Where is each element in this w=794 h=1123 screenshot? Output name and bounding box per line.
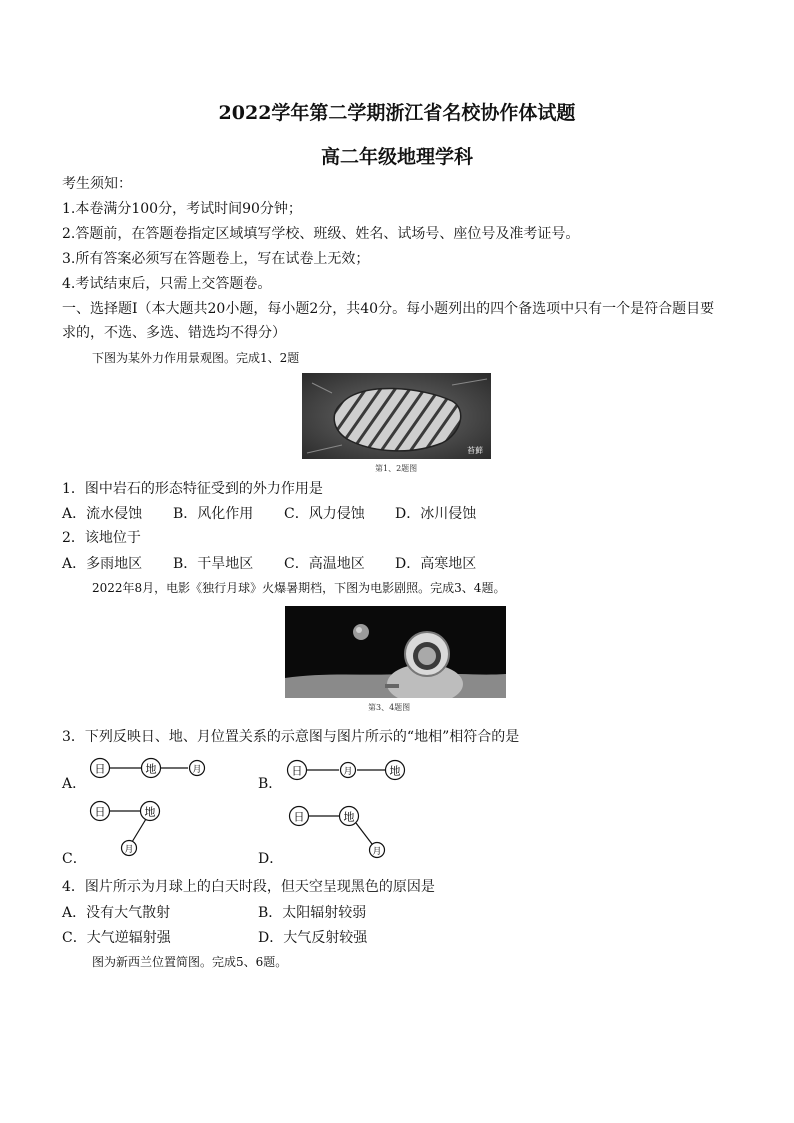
sun-label: 日 [94, 805, 106, 819]
sun-label: 日 [291, 764, 303, 778]
fig2-caption: 第3、4题图 [368, 703, 411, 712]
q1-option-d[interactable]: D．冰川侵蚀 [395, 506, 477, 522]
q3-option-a-label[interactable]: A． [62, 776, 87, 792]
q3-option-d-label[interactable]: D． [258, 851, 284, 867]
intro-q5-6: 图为新西兰位置简图。完成5、6题。 [92, 955, 288, 969]
q4-option-a[interactable]: A．没有大气散射 [62, 905, 171, 921]
q3-diagram-b[interactable] [286, 757, 411, 785]
notice-item: 4.考试结束后，只需上交答题卷。 [62, 276, 272, 292]
notice-item: 3.所有答案必须写在答题卷上，写在试卷上无效； [62, 251, 370, 267]
notice-item: 2.答题前，在答题卷指定区域填写学校、班级、姓名、试场号、座位号及准考证号。 [62, 226, 580, 242]
q2-option-a[interactable]: A．多雨地区 [62, 556, 143, 572]
exam-title: 2022学年第二学期浙江省名校协作体试题 [218, 102, 576, 124]
q2-option-c[interactable]: C．高温地区 [284, 556, 365, 572]
movie-still-photo [285, 606, 506, 698]
section-instructions-cont: 求的，不选、多选、错选均不得分） [62, 325, 286, 341]
moon-label: 月 [372, 847, 382, 857]
q4-option-c[interactable]: C．大气逆辐射强 [62, 930, 171, 946]
earth-label: 地 [145, 762, 157, 776]
q4-option-b[interactable]: B．太阳辐射较弱 [258, 905, 367, 921]
q3-diagram-d[interactable] [286, 802, 396, 864]
q1-option-a[interactable]: A．流水侵蚀 [62, 506, 143, 522]
q4-stem: 4．图片所示为月球上的白天时段，但天空呈现黑色的原因是 [62, 879, 435, 895]
q4-options-row1 [62, 902, 366, 922]
intro-q1-2: 下图为某外力作用景观图。完成1、2题 [92, 351, 300, 365]
q3-stem: 3．下列反映日、地、月位置关系的示意图与图片所示的“地相”相符合的是 [62, 729, 520, 745]
intro-q3-4: 2022年8月，电影《独行月球》火爆暑期档，下图为电影剧照。完成3、4题。 [92, 581, 506, 595]
earth-label: 地 [144, 805, 156, 819]
q2-options [62, 553, 476, 573]
photo-watermark: 苔藓 [467, 446, 483, 455]
fig1-caption: 第1、2题图 [375, 464, 418, 473]
sun-label: 日 [94, 762, 106, 776]
section-instructions: 一、选择题Ⅰ（本大题共20小题，每小题2分，共40分。每小题列出的四个备选项中只有一个是符合题目要 [62, 301, 715, 317]
earth-label: 地 [389, 764, 401, 778]
q4-option-d[interactable]: D．大气反射较强 [258, 930, 368, 946]
q1-stem: 1．图中岩石的形态特征受到的外力作用是 [62, 481, 323, 497]
q3-diagram-c[interactable] [88, 798, 168, 860]
moon-label: 月 [192, 765, 202, 775]
q3-option-b-label[interactable]: B． [258, 776, 283, 792]
exam-subtitle: 高二年级地理学科 [320, 146, 473, 168]
q4-options-row2 [62, 927, 367, 947]
q3-diagram-a[interactable] [90, 755, 215, 783]
q2-option-b[interactable]: B．干旱地区 [173, 556, 254, 572]
q2-option-d[interactable]: D．高寒地区 [395, 556, 477, 572]
rock-photo [302, 373, 491, 459]
earth-label: 地 [343, 810, 355, 824]
notice-item: 1.本卷满分100分，考试时间90分钟； [62, 201, 302, 217]
notice-heading: 考生须知： [62, 176, 132, 192]
q1-options [62, 503, 476, 523]
q1-option-b[interactable]: B．风化作用 [173, 506, 254, 522]
moon-label: 月 [124, 845, 134, 855]
q2-stem: 2．该地位于 [62, 530, 141, 546]
q1-option-c[interactable]: C．风力侵蚀 [284, 506, 365, 522]
sun-label: 日 [293, 810, 305, 824]
q3-option-c-label[interactable]: C． [62, 851, 87, 867]
moon-label: 月 [343, 767, 353, 777]
